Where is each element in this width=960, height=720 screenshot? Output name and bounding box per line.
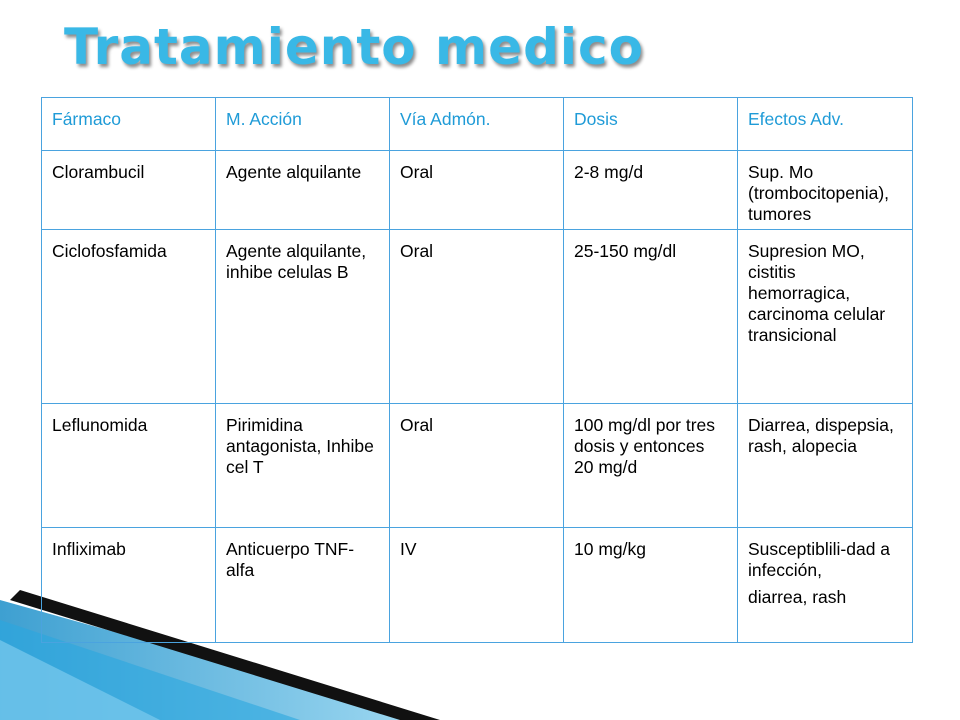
cell-dosis: 100 mg/dl por tres dosis y entonces 20 mg/d — [564, 404, 738, 528]
cell-dosis: 2-8 mg/d — [564, 151, 738, 230]
cell-mecanismo: Anticuerpo TNF-alfa — [216, 528, 390, 643]
slide-title: Tratamiento medico — [64, 18, 644, 76]
table-row — [42, 404, 913, 528]
cell-mecanismo: Pirimidina antagonista, Inhibe cel T — [216, 404, 390, 528]
cell-efectos: Sup. Mo (trombocitopenia), tumores — [738, 151, 913, 230]
cell-farmaco: Infliximab — [42, 528, 216, 643]
table-row — [42, 528, 913, 643]
cell-farmaco: Clorambucil — [42, 151, 216, 230]
header-farmaco: Fármaco — [42, 98, 216, 151]
cell-via: Oral — [390, 151, 564, 230]
table-row — [42, 151, 913, 230]
cell-dosis: 10 mg/kg — [564, 528, 738, 643]
header-dosis: Dosis — [564, 98, 738, 151]
cell-via: Oral — [390, 404, 564, 528]
table-row — [42, 230, 913, 404]
cell-mecanismo: Agente alquilante, inhibe celulas B — [216, 230, 390, 404]
table-header-row — [42, 98, 913, 151]
cell-farmaco: Leflunomida — [42, 404, 216, 528]
cell-efectos — [738, 528, 913, 643]
cell-efectos: Supresion MO, cistitis hemorragica, carcinoma celular transicional — [738, 230, 913, 404]
cell-dosis: 25-150 mg/dl — [564, 230, 738, 404]
cell-efectos-line: Susceptiblili-dad a infección, — [748, 539, 891, 580]
cell-efectos-line: diarrea, rash — [748, 587, 847, 607]
header-efectos-adversos: Efectos Adv. — [738, 98, 913, 151]
header-mecanismo-accion: M. Acción — [216, 98, 390, 151]
cell-via: Oral — [390, 230, 564, 404]
treatment-table — [41, 97, 913, 643]
cell-via: IV — [390, 528, 564, 643]
cell-mecanismo: Agente alquilante — [216, 151, 390, 230]
header-via-administracion: Vía Admón. — [390, 98, 564, 151]
cell-efectos: Diarrea, dispepsia, rash, alopecia — [738, 404, 913, 528]
cell-farmaco: Ciclofosfamida — [42, 230, 216, 404]
